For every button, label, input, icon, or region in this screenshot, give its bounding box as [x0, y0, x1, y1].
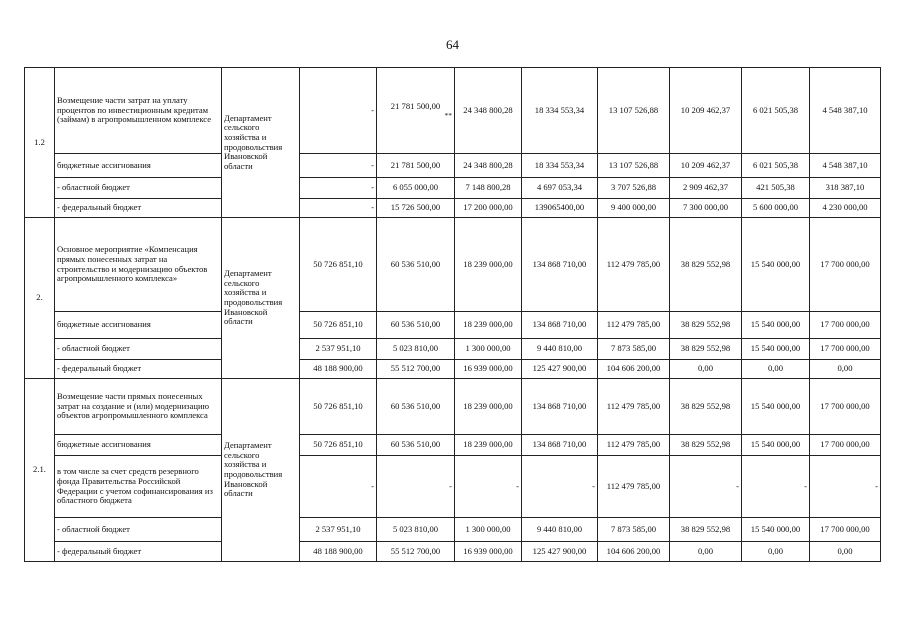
department-cell: Департамент сельского хозяйства и продовольствия Ивановской области [222, 218, 300, 379]
table-row [25, 178, 881, 199]
row-description: - федеральный бюджет [55, 542, 222, 562]
value-cell: 16 939 000,00 [455, 542, 522, 562]
value-cell: 4 548 387,10 [810, 68, 881, 154]
value-cell: 5 023 810,00 [377, 518, 455, 542]
table-row [25, 435, 881, 456]
value-cell: 318 387,10 [810, 178, 881, 199]
row-description: Возмещение части прямых понесенных затрат на создание и (или) модернизацию объектов агропромышленного комплекса [55, 379, 222, 435]
value-cell: - [742, 456, 810, 518]
value-cell: 125 427 900,00 [522, 360, 598, 379]
value-cell: 13 107 526,88 [598, 68, 670, 154]
value-cell: 15 726 500,00 [377, 199, 455, 218]
value-cell: 2 537 951,10 [300, 518, 377, 542]
value-cell: 24 348 800,28 [455, 68, 522, 154]
value-cell: 6 021 505,38 [742, 68, 810, 154]
value-cell: 112 479 785,00 [598, 379, 670, 435]
value-cell: 112 479 785,00 [598, 435, 670, 456]
value-cell: - [670, 456, 742, 518]
value-cell: 6 055 000,00 [377, 178, 455, 199]
value-cell: 50 726 851,10 [300, 379, 377, 435]
row-code: 2.1. [25, 379, 55, 562]
value-cell: 38 829 552,98 [670, 379, 742, 435]
value-cell: 9 400 000,00 [598, 199, 670, 218]
value-cell: 104 606 200,00 [598, 542, 670, 562]
value-cell: 17 700 000,00 [810, 339, 881, 360]
value-cell: 38 829 552,98 [670, 218, 742, 312]
value-cell: 15 540 000,00 [742, 379, 810, 435]
table-row [25, 68, 881, 154]
row-code: 2. [25, 218, 55, 379]
value-cell: 3 707 526,88 [598, 178, 670, 199]
value-cell: 55 512 700,00 [377, 360, 455, 379]
value-cell: 17 700 000,00 [810, 379, 881, 435]
value-cell: 17 700 000,00 [810, 312, 881, 339]
value-cell: 10 209 462,37 [670, 68, 742, 154]
value-cell: 18 239 000,00 [455, 379, 522, 435]
value-cell: - [455, 456, 522, 518]
value-cell: 1 300 000,00 [455, 518, 522, 542]
value-cell: 18 334 553,34 [522, 154, 598, 178]
value-cell: 60 536 510,00 [377, 312, 455, 339]
value-cell: 48 188 900,00 [300, 360, 377, 379]
value-cell: 15 540 000,00 [742, 435, 810, 456]
value-cell: 15 540 000,00 [742, 218, 810, 312]
value-cell: 2 909 462,37 [670, 178, 742, 199]
value-cell: - [300, 199, 377, 218]
value-cell: 55 512 700,00 [377, 542, 455, 562]
value-cell: 134 868 710,00 [522, 379, 598, 435]
table-row [25, 542, 881, 562]
row-description: Возмещение части затрат на уплату процентов по инвестиционным кредитам (займам) в агропромышленном комплексе [55, 68, 222, 154]
value-cell: 139065400,00 [522, 199, 598, 218]
value-cell: 0,00 [810, 542, 881, 562]
value-cell: 9 440 810,00 [522, 518, 598, 542]
value-cell: 0,00 [742, 542, 810, 562]
row-description: бюджетные ассигнования [55, 154, 222, 178]
value-cell: 60 536 510,00 [377, 379, 455, 435]
value-cell: 48 188 900,00 [300, 542, 377, 562]
value-cell: 50 726 851,10 [300, 218, 377, 312]
value-cell: 7 300 000,00 [670, 199, 742, 218]
value-cell: 15 540 000,00 [742, 312, 810, 339]
value-cell: 21 781 500,00 [377, 154, 455, 178]
value-cell: 134 868 710,00 [522, 312, 598, 339]
value-cell: 7 873 585,00 [598, 339, 670, 360]
page-number: 64 [446, 37, 459, 52]
row-description: - областной бюджет [55, 178, 222, 199]
value-cell: 0,00 [670, 360, 742, 379]
value-cell: 0,00 [742, 360, 810, 379]
department-cell: Департамент сельского хозяйства и продовольствия Ивановской области [222, 379, 300, 562]
value-cell: 4 697 053,34 [522, 178, 598, 199]
value-cell: - [300, 68, 377, 154]
value-cell: - [300, 178, 377, 199]
value-cell: 17 200 000,00 [455, 199, 522, 218]
value-cell: 4 230 000,00 [810, 199, 881, 218]
value-cell: 38 829 552,98 [670, 339, 742, 360]
value-cell: 50 726 851,10 [300, 312, 377, 339]
value-cell: 18 239 000,00 [455, 218, 522, 312]
value-cell: 60 536 510,00 [377, 435, 455, 456]
value-cell: - [300, 456, 377, 518]
value-cell: 9 440 810,00 [522, 339, 598, 360]
value-cell: 7 873 585,00 [598, 518, 670, 542]
row-description: - областной бюджет [55, 518, 222, 542]
table-row [25, 199, 881, 218]
budget-table [24, 67, 881, 562]
value-cell: 17 700 000,00 [810, 218, 881, 312]
value-cell: 2 537 951,10 [300, 339, 377, 360]
value-cell: 112 479 785,00 [598, 312, 670, 339]
value-cell: 38 829 552,98 [670, 312, 742, 339]
row-description: Основное мероприятие «Компенсация прямых понесенных затрат на строительство и модернизацию объектов агропромышленного комплекса» [55, 218, 222, 312]
value-cell: 18 334 553,34 [522, 68, 598, 154]
value-cell: - [810, 456, 881, 518]
value-cell: 15 540 000,00 [742, 339, 810, 360]
value-cell: 18 239 000,00 [455, 312, 522, 339]
footnote-mark: ** [444, 110, 452, 120]
row-description: бюджетные ассигнования [55, 312, 222, 339]
value-cell: 1 300 000,00 [455, 339, 522, 360]
table-row [25, 456, 881, 518]
value-cell: 16 939 000,00 [455, 360, 522, 379]
value-cell [377, 68, 455, 154]
table-row [25, 218, 881, 312]
value-cell: 15 540 000,00 [742, 518, 810, 542]
value-cell: 38 829 552,98 [670, 518, 742, 542]
table-row [25, 360, 881, 379]
value-cell: 112 479 785,00 [598, 218, 670, 312]
value-cell: 6 021 505,38 [742, 154, 810, 178]
value-cell: 0,00 [670, 542, 742, 562]
value-cell: - [300, 154, 377, 178]
value-cell: 13 107 526,88 [598, 154, 670, 178]
value-cell: 134 868 710,00 [522, 435, 598, 456]
value-cell: - [377, 456, 455, 518]
row-description: бюджетные ассигнования [55, 435, 222, 456]
value-cell: 17 700 000,00 [810, 435, 881, 456]
value-cell: 18 239 000,00 [455, 435, 522, 456]
value-cell: 5 600 000,00 [742, 199, 810, 218]
value-cell: 24 348 800,28 [455, 154, 522, 178]
row-description: - областной бюджет [55, 339, 222, 360]
value-cell: 5 023 810,00 [377, 339, 455, 360]
value-cell: 17 700 000,00 [810, 518, 881, 542]
value-cell: 7 148 800,28 [455, 178, 522, 199]
value-cell: - [522, 456, 598, 518]
value-cell: 421 505,38 [742, 178, 810, 199]
value-text: 21 781 500,00 [390, 100, 441, 111]
value-cell: 50 726 851,10 [300, 435, 377, 456]
value-cell: 134 868 710,00 [522, 218, 598, 312]
table-row [25, 518, 881, 542]
row-code: 1.2 [25, 68, 55, 218]
table-row [25, 154, 881, 178]
value-cell: 0,00 [810, 360, 881, 379]
row-description: в том числе за счет средств резервного фонда Правительства Российской Федерации с учетом софинансирования из областного бюджета [55, 456, 222, 518]
row-description: - федеральный бюджет [55, 360, 222, 379]
row-description: - федеральный бюджет [55, 199, 222, 218]
table-row [25, 379, 881, 435]
value-cell: 125 427 900,00 [522, 542, 598, 562]
value-cell: 4 548 387,10 [810, 154, 881, 178]
value-cell: 112 479 785,00 [598, 456, 670, 518]
value-cell: 10 209 462,37 [670, 154, 742, 178]
table-row [25, 312, 881, 339]
value-cell: 104 606 200,00 [598, 360, 670, 379]
department-cell: Департамент сельского хозяйства и продовольствия Ивановской области [222, 68, 300, 218]
table-row [25, 339, 881, 360]
value-cell: 38 829 552,98 [670, 435, 742, 456]
value-cell: 60 536 510,00 [377, 218, 455, 312]
